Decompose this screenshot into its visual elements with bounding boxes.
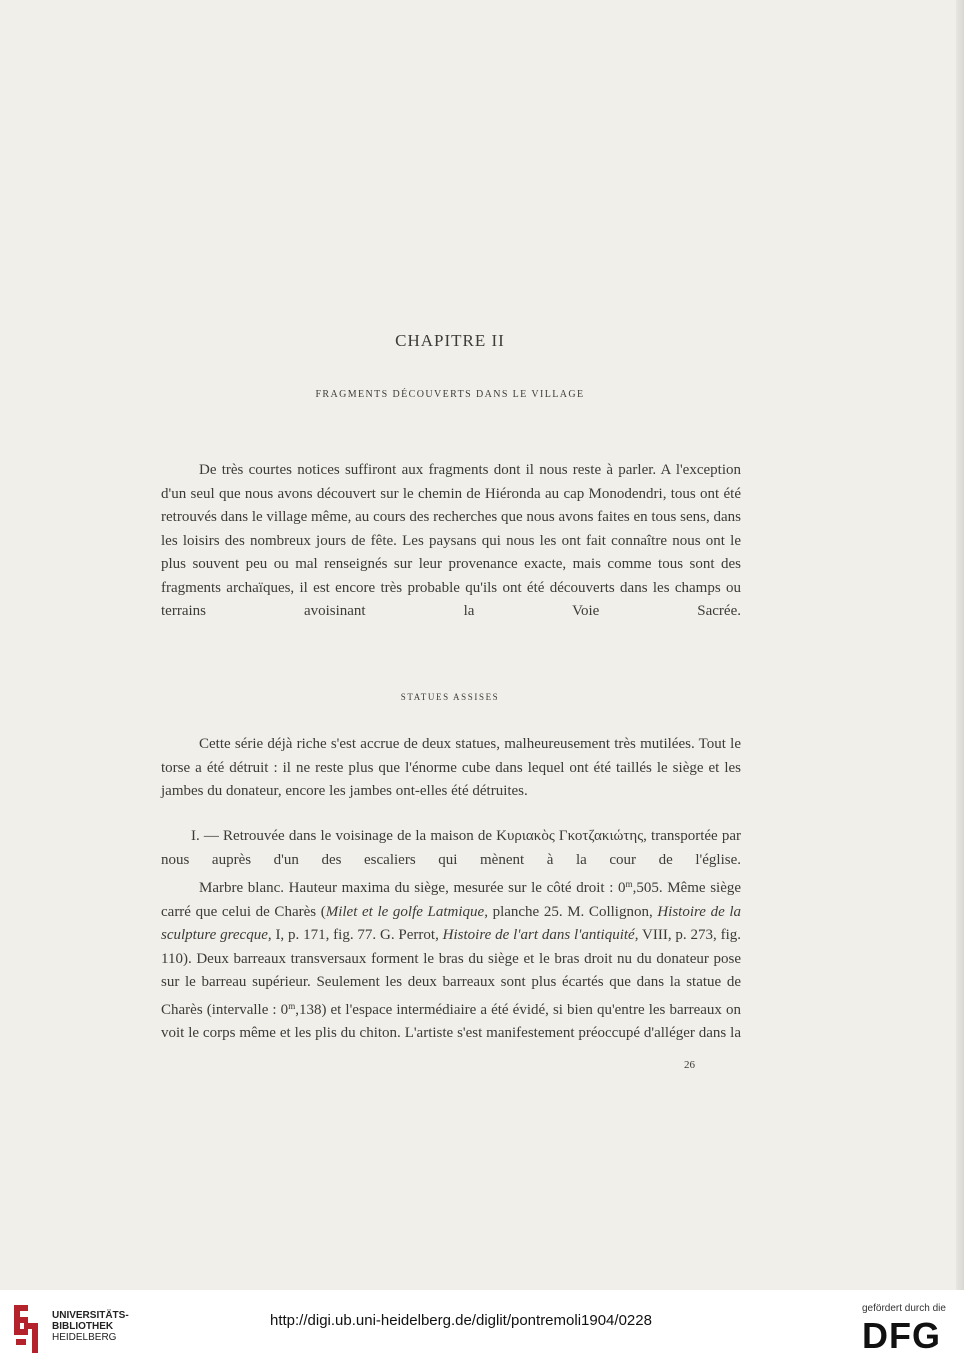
marble-unit: m [625,879,633,889]
chapter-subtitle: FRAGMENTS DÉCOUVERTS DANS LE VILLAGE [315,389,585,400]
dfg-logo: DFG [862,1315,941,1356]
library-name [52,1310,129,1343]
library-line-2: BIBLIOTHEK [52,1321,114,1332]
series-text: Cette série déjà riche s'est accrue de deux statues, malheureusement très mutilées. Tout le torse a été détruit : il ne reste plus que l'énorme cube dans lequel ont été taillés le siège et les jambes du donateur, encore les jambes ont-elles été détruites. [161,736,741,799]
chapter-title: CHAPITRE II [395,331,505,350]
ref-perrot: Histoire de l'art dans l'antiquité [442,927,635,943]
item-text: I. — Retrouvée dans le voisinage de la maison de Κυριακὸς Γκοτζακιώτης, transportée par nous auprès d'un des escaliers qui mènent à la cour de l'église. [161,828,741,868]
intro-paragraph [161,459,741,624]
library-logo-icon [10,1303,42,1355]
series-paragraph [161,733,741,804]
marble-text-2: ,505. Même siège carré que celui de Charès ( [161,880,742,920]
library-line-3: HEIDELBERG [52,1332,117,1343]
marble-text-3: , planche 25. M. Collignon, [484,903,658,920]
marble-text-5: , VIII, p. 273, fig. 110). Deux barreaux transversaux forment le bras du siège et le bras droit nu du donateur pose sur le barreau supérieur. Seulement les deux barreaux sont plus écartés que dans la statue de Charès (intervalle : 0 [161,927,741,1018]
ref-collignon: Histoire de la sculpture grecque [161,903,742,943]
intro-text: De très courtes notices suffiront aux fragments dont il nous reste à parler. A l'exception d'un seul que nous avons découvert sur le chemin de Hiéronda au cap Monodendri, tous ont été retrouvés dans le village même, au cours des recherches que nous avons faites en tous sens, dans les loisirs des nombreux jours de fête. Les paysans qui nous les ont fait connaître nous ont le plus souvent peu ou mal renseignés sur leur provenance exacte, mais comme tous sont des fragments archaïques, il est encore très probable qu'ils ont été découverts dans les champs ou terrains avoisinant la Voie Sacrée. [161,462,741,619]
marble-text-1: Marbre blanc. Hauteur maxima du siège, mesurée sur le côté droit : 0 [199,880,626,896]
section-heading: STATUES ASSISES [400,692,500,702]
funded-by-label: gefördert durch die [862,1303,946,1314]
item-paragraph [161,825,741,872]
ref-milet: Milet et le golfe Latmique [325,903,485,920]
marble-text-6: ,138) et l'espace intermédiaire a été évidé, si bien qu'entre les barreaux on voit le corps même et les plis du chiton. L'artiste s'est manifestement préoccupé d'alléger dans la [161,1001,741,1041]
marble-text-4: , I, p. 171, fig. 77. G. Perrot, [267,927,443,943]
marble-paragraph [161,873,741,1046]
library-line-1: UNIVERSITÄTS- [52,1310,129,1321]
permalink-url[interactable]: http://digi.ub.uni-heidelberg.de/diglit/pontremoli1904/0228 [270,1312,652,1329]
marble-unit-2: m [288,1000,296,1011]
page-number: 26 [684,1059,695,1071]
page-edge [956,0,964,1290]
